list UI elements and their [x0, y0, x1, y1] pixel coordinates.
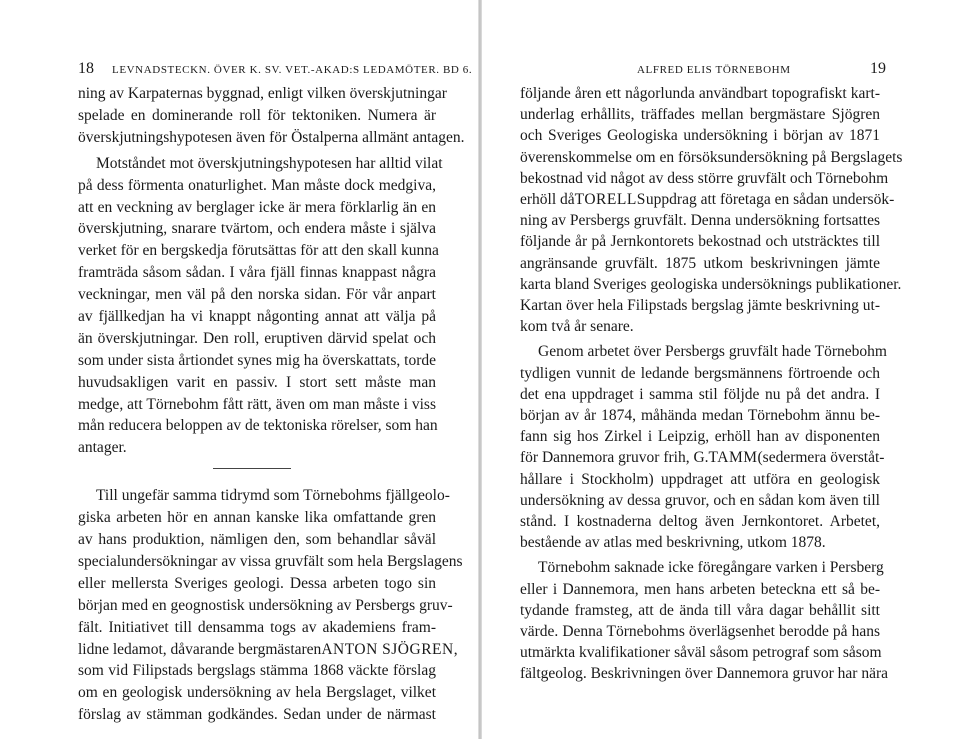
text-line: Till ungefär samma tidrymd som Törnebohms fjällgeolo-: [96, 487, 450, 504]
section-divider: [213, 468, 291, 469]
text-line: förslag av stämman godkändes. Sedan under de närmast: [78, 706, 436, 723]
text-line: verket för en bergskedja förutsättas för att den skall kunna: [78, 242, 439, 259]
text-line: av hans produktion, nämligen den, som behandlar såväl: [78, 531, 436, 548]
text-line: början av år 1874, måhända medan Törnebohm ännu be-: [520, 407, 880, 424]
text-line: undersökning av dessa gruvor, och en sådan kom även till: [520, 492, 880, 509]
person-name: TAMM: [708, 449, 758, 466]
text-line: för Dannemora gruvor frih, G.: [520, 449, 709, 466]
text-line: kom två år senare.: [520, 318, 634, 335]
left-page: [0, 0, 478, 739]
text-line: Törnebohm saknade icke föregångare varken i Persberg: [538, 559, 884, 576]
text-line: att en veckning av berglager icke är mera förklarlig än en: [78, 199, 436, 216]
text-line: huvudsakligen varit en passiv. I stort sett måste man: [78, 374, 436, 391]
text-line: antager.: [78, 439, 127, 456]
text-line: eller i Dannemora, men hans arbeten beteckna ett så be-: [520, 581, 880, 598]
text-line: överskjutningshypotesen även för Östalperna allmänt antagen.: [78, 129, 465, 146]
text-line: som vid Filipstads bergslags stämma 1868 väckte förslag: [78, 662, 436, 679]
text-line: framträda såsom sådan. I våra fjäll finnas knappast några: [78, 264, 436, 281]
text-line: specialundersökningar av vissa gruvfält som hela Bergslagens: [78, 553, 463, 570]
text-line: som under sista årtiondet synes mig ha överskattats, torde: [78, 352, 436, 369]
text-line: Kartan över hela Filipstads bergslag jämte beskrivning ut-: [520, 297, 881, 314]
text-line: mån reducera beloppen av de tektoniska rörelser, som han: [78, 417, 438, 434]
text-line: om en geologisk undersökning av hela Bergslaget, vilket: [78, 684, 436, 701]
text-line: fann sig hos Zirkel i Leipzig, erhöll han av disponenten: [520, 428, 880, 445]
text-line: lidne ledamot, dåvarande bergmästaren: [78, 641, 322, 658]
text-line-wrapper: [520, 191, 895, 208]
text-line: ning av Persbergs gruvfält. Denna undersökning fortsattes: [520, 212, 881, 229]
text-line: underlag erhållits, träffades mellan bergmästare Sjögren: [520, 106, 880, 123]
text-line: hållare i Stockholm) uppdraget att utföra en geologisk: [520, 471, 880, 488]
text-line: veckningar, men väl på den norska sidan. För vår anpart: [78, 286, 436, 303]
text-line: bekostnad vid något av dess större gruvfält och Törnebohm: [520, 170, 889, 187]
text-line: ning av Karpaternas byggnad, enligt vilken överskjutningar: [78, 85, 447, 102]
text-line: fält. Initiativet till densamma togs av akademiens fram-: [78, 619, 436, 636]
text-line: angränsande gruvfält. 1875 utkom beskrivningen jämte: [520, 255, 880, 272]
text-line: det ena uppdraget i samma stil följde nu på det andra. I: [520, 386, 880, 403]
text-line: följande åren ett någorlunda användbart topografiskt kart-: [520, 85, 880, 102]
text-line: spelade en dominerande roll för tektoniken. Numera är: [78, 107, 436, 124]
running-head: LEVNADSTECKN. ÖVER K. SV. VET.-AKAD:S LEDAMÖTER. BD 6.: [112, 64, 473, 76]
page-number: 18: [78, 60, 94, 77]
text-line: Motståndet mot överskjutningshypotesen har alltid vilat: [96, 155, 443, 172]
right-page: [482, 0, 960, 739]
text-line: utmärkta kvalifikationer såväl såsom petrograf som såsom: [520, 644, 882, 661]
running-head: ALFRED ELIS TÖRNEBOHM: [637, 64, 791, 76]
text-line: uppdrag att företaga en sådan undersök-: [645, 191, 895, 208]
text-line: eller mellersta Sveriges geologi. Dessa arbeten togo sin: [78, 575, 436, 592]
text-line: överskjutning, snarare tvärtom, och endera måste i själva: [78, 220, 436, 237]
text-line: tydande framsteg, att de ända till våra dagar behållit sitt: [520, 602, 880, 619]
text-line-wrapper: [78, 641, 459, 658]
text-line-wrapper: [520, 449, 885, 466]
person-name: TORELLS: [574, 191, 646, 208]
text-line: karta bland Sveriges geologiska undersöknings publikationer.: [520, 276, 902, 293]
text-line: värde. Denna Törnebohms överlägsenhet berodde på hans: [520, 623, 880, 640]
text-line: följande år på Jernkontorets bekostnad och utsträcktes till: [520, 233, 880, 250]
text-line: av fjällkedjan ha vi knappt någonting annat att välja på: [78, 308, 436, 325]
text-line: stånd. I kostnaderna deltog även Jernkontoret. Arbetet,: [520, 513, 880, 530]
text-line: och Sveriges Geologiska undersökning i början av 1871: [520, 127, 880, 144]
person-name: ANTON SJÖGREN,: [321, 641, 459, 658]
text-line: (sedermera överståt-: [757, 449, 885, 466]
text-line: fältgeolog. Beskrivningen över Dannemora gruvor har nära: [520, 665, 888, 682]
text-line: på dess förmenta onaturlighet. Man måste dock medgiva,: [78, 177, 436, 194]
text-line: bestående av atlas med beskrivning, utkom 1878.: [520, 534, 826, 551]
text-line: tydligen vunnit de ledande bergsmännens förtroende och: [520, 365, 880, 382]
text-line: medge, att Törnebohm fått rätt, även om man måste i viss: [78, 396, 436, 413]
text-line: överenskommelse om en försöksundersökning på Bergslagets: [520, 149, 903, 166]
text-line: giska arbeten hör en annan kanske lika omfattande gren: [78, 509, 436, 526]
text-line: Genom arbetet över Persbergs gruvfält hade Törnebohm: [538, 343, 887, 360]
page-number: 19: [870, 60, 886, 77]
text-line: än överskjutningar. Den roll, eruptiven därvid spelat och: [78, 330, 436, 347]
text-line: erhöll då: [520, 191, 575, 208]
text-line: början med en geognostisk undersökning av Persbergs gruv-: [78, 597, 453, 614]
